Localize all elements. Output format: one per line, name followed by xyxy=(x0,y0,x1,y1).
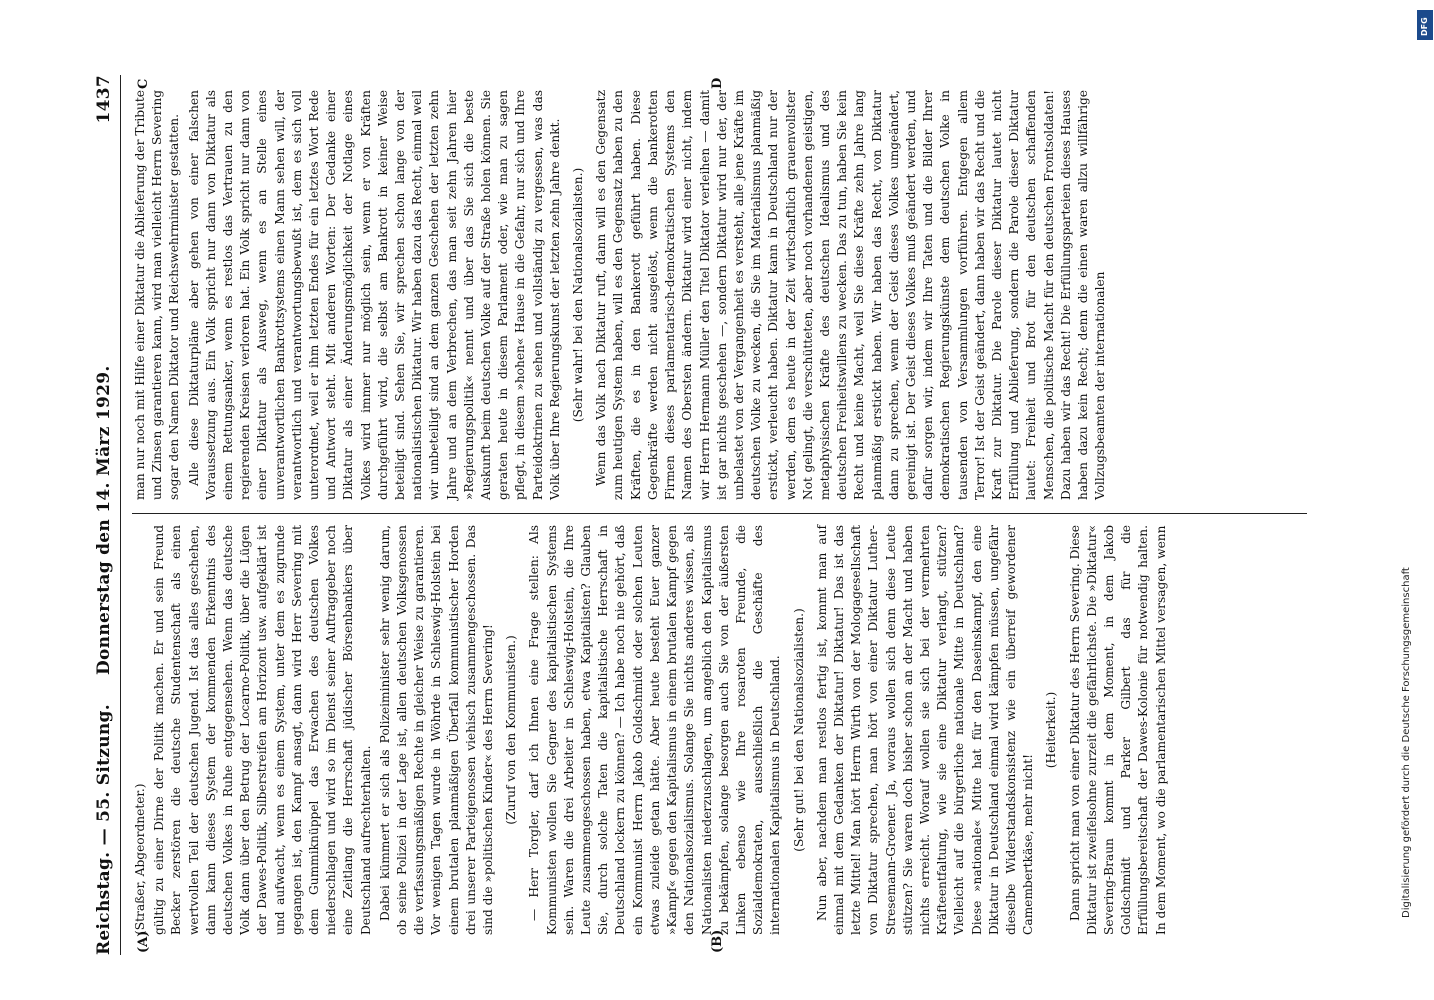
left-column-paragraph: (Sehr gut! bei den Nationalsozialisten.) xyxy=(791,608,806,852)
rotated-sheet xyxy=(90,75,1320,955)
left-column-paragraph: (Zuruf von den Kommunisten.) xyxy=(504,635,519,825)
right-column-paragraph: (Sehr wahr! bei den Nationalsozialisten.) xyxy=(571,167,586,423)
dfg-logo-text: DFG xyxy=(1420,17,1429,36)
right-column-paragraph: Wenn das Volk nach Diktatur ruft, dann will es den Gegensatz zum heutigen System haben, will es den Gegensatz haben zu den Kräften, die es in den Bankerott geführt haben. Diese Gegenkräfte werden nicht ausgelöst, wenn die bankerotten Firmen dieses parlamentarisch-demokratischen Systems den Namen des Obersten ändern. Diktatur wird einer nicht, indem wir Herrn Hermann Müller den Titel Diktator verleihen — damit ist gar nichts geschehen —, sondern Diktatur wird nur der, der unbelastet von der Vergangenheit es versteht, alle jene Kräfte im deutschen Volke zu wecken, die Sie im Materialismus planmäßig erstickt, verleucht haben. Diktatur kann in Deutschland nur der werden, dem es heute in der Zeit wirtschaftlich grauenvollster Not gelingt, die verschütteten, aber noch vorhandenen geistigen, metaphysischen Kräfte des deutschen Idealismus und des deutschen Freiheitswillens zu wecken. Das zu tun, haben Sie kein Recht und keine Macht, weil Sie diese Kräfte zehn Jahre lang planmäßig erstickt haben. Wir haben das Recht, von Diktatur dann zu sprechen, wenn der Geist dieses Volkes umgeändert, gereinigt ist. Der Geist dieses Volkes muß geändert werden, und dafür sorgen wir, indem wir Ihre Taten und die Bilder Ihrer demokratischen Regierungskünste dem deutschen Volke in tausenden von Versammlungen vorführen. Entgegen allem Terror! Ist der Geist geändert, dann haben wir das Recht und die Kraft zur Diktatur. Die Parole dieser Diktatur lautet nicht Erfüllung und Ablieferung, sondern die Parole dieser Diktatur lautet: Freiheit und Brot für den deutschen schaffenden Menschen, die politische Macht für den deutschen Frontsoldaten! Dazu haben wir das Recht! Die Erfüllungsparteien dieses Hauses haben dazu kein Recht; denn die einen waren allzu willfährige Vollzugsbeamten der internationalen xyxy=(594,90,1108,500)
right-column-paragraph: Alle diese Diktaturpläne aber gehen von einer falschen Voraussetzung aus. Ein Volk spricht nur dann von Diktatur als einem Rettungsanker, wenn es restlos das Vertrauen zu den regierenden Kreisen verloren hat. Ein Volk spricht nur dann von einer Diktatur als Ausweg, wenn es an Stelle eines unverantwortlichen Bankrottsystems einen Mann sehen will, der verantwortlich und verantwortungsbewußt ist, dem es sich voll unterordnet, weil er ihm letzten Endes für ein letztes Wort Rede und Antwort steht. Mit anderen Worten: Der Gedanke einer Diktatur als einer Änderungsmöglichkeit der Notlage eines Volkes wird immer nur möglich sein, wenn er von Kräften durchgeführt wird, die selbst am Bankrott in keiner Weise beteiligt sind. Sehen Sie, wir sprechen schon lange von der nationalistischen Diktatur. Wir haben dazu das Recht, einmal weil wir unbeteiligt sind an dem ganzen Geschehen der letzten zehn Jahre und an dem Verbrechen, das man seit zehn Jahren hier »Regierungspolitik« nennt und über das Sie sich die beste Auskunft beim deutschen Volke auf der Straße holen können. Sie geraten heute in diesem Parlament oder, wie man zu sagen pflegt, in diesem »hohen« Hause in die Gefahr, nur sich und Ihre Parteidoktrinen zu sehen und vollständig zu vergessen, was das Volk über Ihre Regierungskunst der letzten zehn Jahre denkt. xyxy=(186,90,562,500)
left-column-paragraph: — Herr Torgler, darf ich Ihnen eine Frage stellen: Als Kommunisten wollen Sie Gegner des kapitalistischen Systems sein. Waren die drei Arbeiter in Schleswig-Holstein, die Ihre Leute zusammengeschossen haben, etwa Kapitalisten? Glauben Sie, durch solche Taten die kapitalistische Herrschaft in Deutschland lockern zu können? — Ich habe noch nie gehört, daß ein Kommunist Herrn Jakob Goldschmidt oder solchen Leuten etwas zuleide getan hätte. Aber heute besteht Euer ganzer »Kampf« gegen den Kapitalismus in einem brutalen Kampf gegen den Nationalsozialismus. Solange Sie nichts anderes wissen, als Nationalisten niederzuschlagen, um angeblich den Kapitalismus zu bekämpfen, solange besorgen auch Sie von der äußersten Linken ebenso wie Ihre rosaroten Freunde, die Sozialdemokraten, ausschließlich die Geschäfte des internationalen Kapitalismus in Deutschland. xyxy=(527,525,783,935)
header-rule xyxy=(120,75,121,955)
left-column-paragraph: Dabei kümmert er sich als Polizeiminister sehr wenig darum, ob seine Polizei in der Lage ist, allen deutschen Volksgenossen die verfassungsmäßigen Rechte in gleicher Weise zu garantieren. Vor wenigen Tagen wurde in Wöhrde in Schleswig-Holstein bei einem brutalen planmäßigen Überfall kommunistischer Horden drei unserer Parteigenossen viehisch zusammengeschossen. Das sind die »politischen Kinder« des Herrn Severing! xyxy=(377,525,496,935)
margin-mark-a: (A) xyxy=(136,930,151,953)
header-session: Reichstag. — 55. Sitzung. xyxy=(94,704,114,955)
left-column-paragraph: Nun aber, nachdem man restlos fertig ist, kommt man auf einmal mit dem Gedanken der Diktatur! Diktatur! Das ist das letzte Mittel! Man hört Herrn Wirth von der Mologagesellschaft von Diktatur sprechen, man hört von einer Diktatur Luther-Stresemann-Groener. Ja, woraus wollen sich denn diese Leute stützen? Sie waren doch bisher schon an der Macht und haben nichts erreicht. Worauf wollen sie sich bei der vermehrten Kräfteentfaltung, wie sie eine Diktatur verlangt, stützen? Vielleicht auf die bürgerliche nationale Mitte in Deutschland? Diese »nationale« Mitte hat für den Daseinskampf, den eine Diktatur in Deutschland einmal wird kämpfen müssen, ungefähr dieselbe Widerstandskonsistenz wie ein überreif gewordener Camembertkäse, mehr nicht! xyxy=(814,525,1036,935)
left-column-paragraph: (Straßer, Abgeordneter.) xyxy=(133,783,147,935)
side-credit xyxy=(1395,18,1415,918)
dfg-logo xyxy=(1417,10,1433,40)
margin-mark-c: C xyxy=(136,78,151,89)
margin-mark-d: D xyxy=(710,77,725,89)
page-number: 1437 xyxy=(94,75,114,124)
left-column-paragraph: Dann spricht man von einer Diktatur des Herrn Severing. Diese Diktatur ist zweifelsohne zurzeit die gefährlichste. Die »Diktatur« Severing-Braun kommt in dem Moment, in dem Jakob Goldschmidt und Parker Gilbert das für die Erfüllungsbereitschaft der Dawes-Kolonie für notwendig halten. In dem Moment, wo die parlamentarischen Mittel versagen, wenn xyxy=(1067,525,1168,935)
side-credit-text: Digitalisierung gefördert durch die Deutsche Forschungsgemeinschaft xyxy=(1401,567,1412,918)
right-column-paragraph: man nur noch mit Hilfe einer Diktatur die Ablieferung der Tribute und Zinsen garantieren kann, wird man vielleicht Herrn Severing sogar den Namen Diktator und Reichswehrminister gestatten. xyxy=(133,90,182,500)
left-column-paragraph: (Heiterkeit.) xyxy=(1044,691,1059,769)
left-column-paragraph: gültig zu einer Dirne der Politik machen. Er und sein Freund Becker zerstören die deutsche Studentenschaft als einen wertvollen Teil der deutschen Jugend. Ist das alles geschehen, dann kann dieses System der kommenden Erkenntnis des deutschen Volkes in Ruhe entgegensehen. Wenn das deutsche Volk dann über den Betrug der Locarno-Politik, über die Lügen der Dawes-Politik, Silberstreifen am Horizont usw. aufgeklärt ist und aufwacht, wenn es einem System, unter dem es zugrunde gegangen ist, den Kampf ansagt, dann wird Herr Severing mit dem Gummiknüppel das Erwachen des deutschen Volkes niederschlagen und wird so im Dienst seiner Auftraggeber noch eine Zeitlang die Herrschaft jüdischer Börsenbankiers über Deutschland aufrechterhalten. xyxy=(152,525,373,935)
left-column xyxy=(132,525,1172,935)
right-column xyxy=(132,90,1111,500)
column-divider xyxy=(132,513,1307,514)
page-header xyxy=(90,75,122,955)
margin-mark-b: (B) xyxy=(710,929,725,953)
header-date: Donnerstag den 14. März 1929. xyxy=(94,365,114,675)
